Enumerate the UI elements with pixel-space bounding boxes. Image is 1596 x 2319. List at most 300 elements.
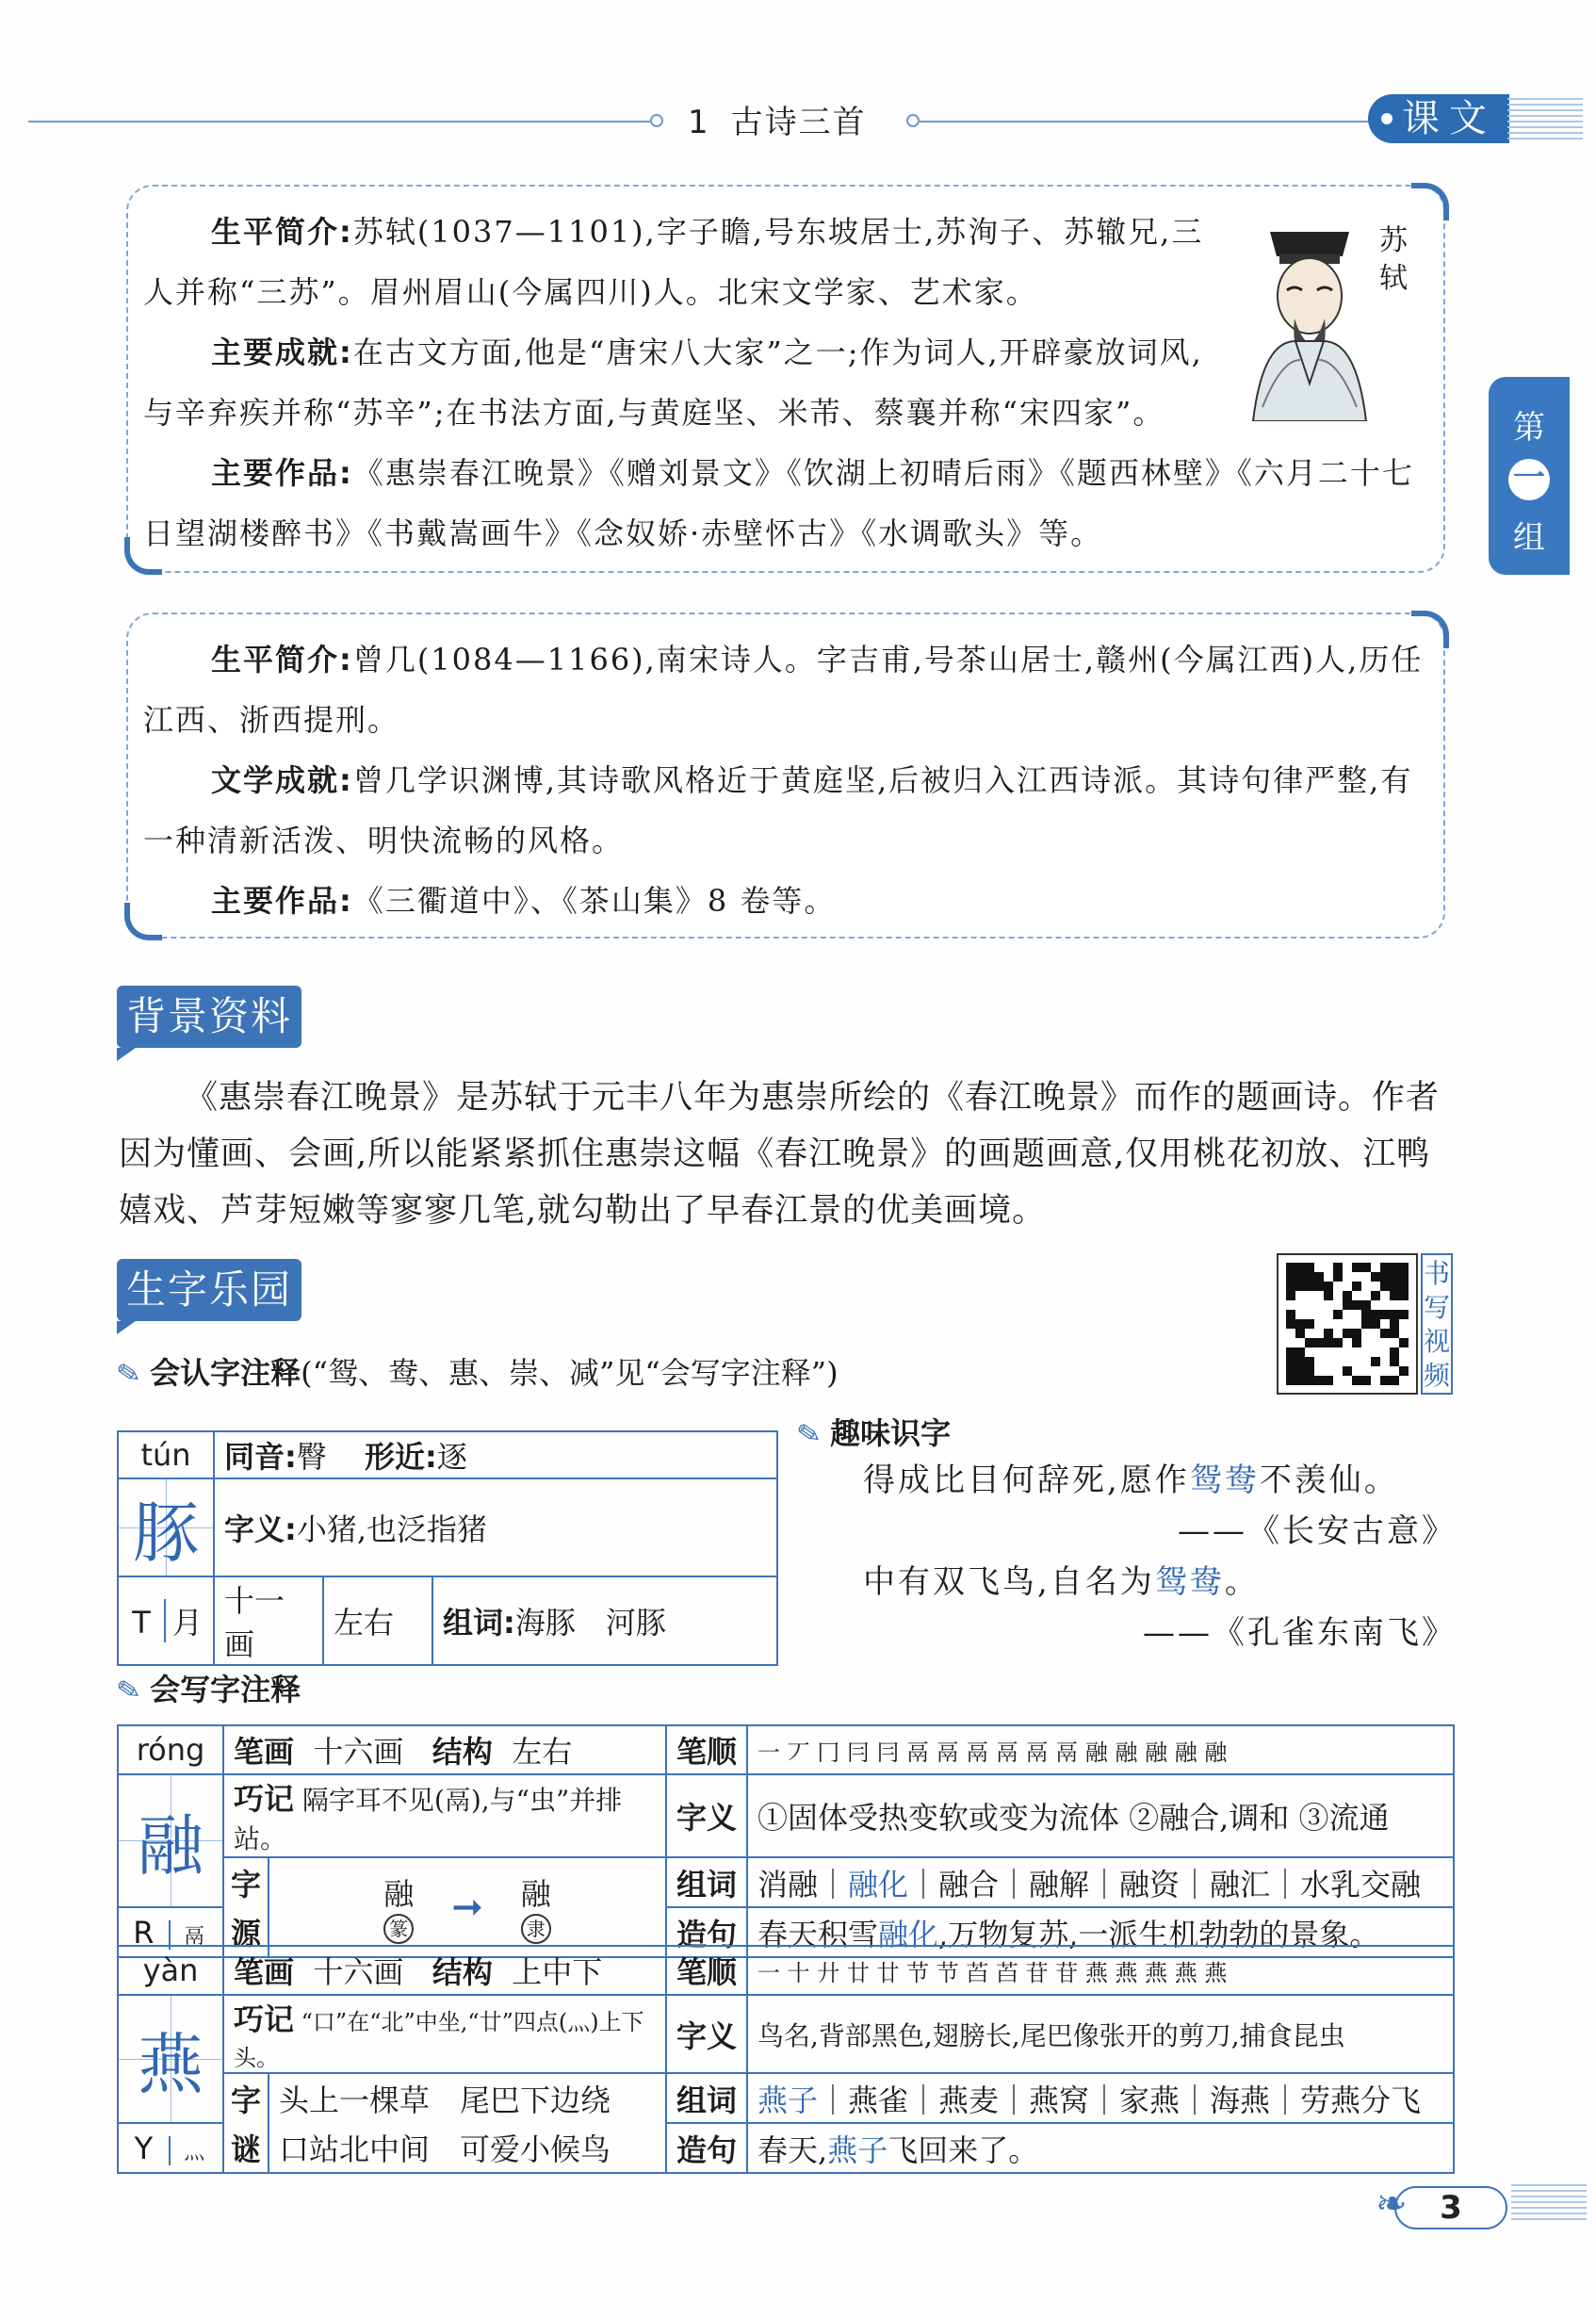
tun-structure: 左右	[323, 1576, 432, 1665]
qr-module	[1314, 1272, 1324, 1282]
radical: 鬲	[169, 1920, 219, 1950]
pencil-icon: ✎	[114, 1356, 143, 1393]
qr-module	[1324, 1272, 1333, 1282]
qr-module	[1295, 1282, 1305, 1291]
achievement-text: 曾几学识渊博,其诗歌风格近于黄庭坚,后被归入江西诗派。其诗句律严整,有一种清新活泼、明快流畅的风格。	[143, 762, 1413, 858]
qr-module	[1371, 1329, 1380, 1338]
qr-module	[1333, 1329, 1343, 1338]
qr-module	[1286, 1319, 1295, 1329]
recognize-title-text: 会认字注释	[150, 1355, 301, 1391]
qr-module	[1390, 1291, 1399, 1300]
strokes-label: 笔画	[234, 1734, 295, 1770]
qr-module	[1324, 1376, 1333, 1385]
qr-module	[1390, 1272, 1399, 1282]
qr-module	[1314, 1347, 1324, 1357]
index-letter: R	[133, 1914, 155, 1951]
strokes: 十六画	[313, 1954, 404, 1990]
zeng-ji-achievement	[143, 750, 1434, 871]
qr-module	[1399, 1300, 1409, 1310]
qr-module	[1371, 1300, 1380, 1310]
qr-module	[1324, 1338, 1333, 1347]
qr-module	[1399, 1366, 1409, 1376]
qr-module	[1361, 1282, 1371, 1291]
background-heading: 背景资料	[117, 986, 301, 1048]
structure: 上中下	[512, 1954, 603, 1990]
qr-module	[1352, 1376, 1361, 1385]
sentence-label: 造句	[666, 2123, 747, 2173]
origin-label-1: 字	[230, 1867, 261, 1903]
qr-module	[1295, 1347, 1305, 1357]
qr-module	[1390, 1282, 1399, 1291]
qr-module	[1390, 1329, 1399, 1338]
qr-module	[1295, 1310, 1305, 1319]
qr-module	[1380, 1263, 1390, 1272]
structure: 左右	[512, 1734, 573, 1770]
header-rule-right	[920, 121, 1372, 122]
words-label: 组词	[666, 2073, 747, 2123]
qr-module	[1314, 1376, 1324, 1385]
qr-module	[1314, 1310, 1324, 1319]
qr-module	[1305, 1376, 1314, 1385]
sentence-highlight: 燕子	[827, 2131, 888, 2168]
poem-line-1	[863, 1455, 1399, 1506]
portrait-name: 苏轼	[1379, 224, 1408, 295]
tun-sound-row	[214, 1431, 777, 1478]
qr-module	[1305, 1329, 1314, 1338]
qr-module	[1380, 1347, 1390, 1357]
qr-module	[1399, 1347, 1409, 1357]
qr-module	[1371, 1319, 1380, 1329]
qr-module	[1314, 1300, 1324, 1310]
qr-module	[1314, 1338, 1324, 1347]
rong-pinyin: róng	[118, 1725, 223, 1774]
qr-module	[1361, 1263, 1371, 1272]
qr-module	[1371, 1366, 1380, 1376]
qr-module	[1295, 1338, 1305, 1347]
qr-module	[1286, 1376, 1295, 1385]
yan-pinyin: yàn	[118, 1946, 223, 1995]
qr-module	[1343, 1263, 1352, 1272]
same-sound: 臀	[296, 1439, 327, 1475]
words-a: 消融｜	[757, 1866, 849, 1903]
qr-module	[1390, 1263, 1399, 1272]
qr-module	[1371, 1338, 1380, 1347]
footer-stripes	[1511, 2184, 1587, 2222]
zeng-ji-works	[143, 871, 1434, 931]
qr-module	[1295, 1329, 1305, 1338]
yan-stroke-order: 一 十 廾 廿 廿 节 节 苩 苩 苷 苷 燕 燕 燕 燕 燕	[747, 1946, 1454, 1995]
sentence-b: ,万物复苏,一派生机勃勃的景象。	[938, 1916, 1380, 1952]
qr-module	[1352, 1300, 1361, 1310]
qr-module	[1324, 1291, 1333, 1300]
tun-words-row	[432, 1576, 777, 1665]
arrow-icon: ➞	[451, 1886, 483, 1929]
qr-module	[1361, 1347, 1371, 1357]
qr-module	[1333, 1282, 1343, 1291]
life-label: 生平简介:	[211, 214, 353, 250]
su-shi-life	[143, 202, 1227, 322]
qr-module	[1324, 1329, 1333, 1338]
unit-side-tab	[1489, 377, 1570, 575]
qr-module	[1333, 1310, 1343, 1319]
lesson-number: 1	[688, 104, 710, 141]
qr-module	[1371, 1347, 1380, 1357]
qr-module	[1333, 1376, 1343, 1385]
qr-module	[1352, 1291, 1361, 1300]
life-text: 苏轼(1037—1101),字子瞻,号东坡居士,苏洵子、苏辙兄,三人并称“三苏”。眉州眉山(今属四川)人。北宋文学家、艺术家。	[143, 214, 1204, 310]
side-tab-zu: 组	[1513, 519, 1545, 557]
qr-module	[1352, 1366, 1361, 1376]
section-badge: 课文	[1368, 94, 1509, 143]
words: 海豚 河豚	[514, 1605, 666, 1641]
structure-label: 结构	[432, 1954, 493, 1990]
qr-module	[1305, 1300, 1314, 1310]
qr-module	[1324, 1263, 1333, 1272]
lesson-name: 古诗三首	[730, 104, 867, 141]
qr-module	[1352, 1338, 1361, 1347]
yan-tip-row	[223, 1995, 666, 2073]
qr-module	[1343, 1329, 1352, 1338]
background-text: 《惠崇春江晚景》是苏轼于元丰八年为惠崇所绘的《春江晚景》而作的题画诗。作者因为懂画、会画,所以能紧紧抓住惠崇这幅《春江晚景》的画题画意,仅用桃花初放、江鸭嬉戏、芦芽短嫩等寥寥几笔,就勾勒出了早春江景的优美画境。	[119, 1079, 1441, 1230]
poem1-b: 不羡仙。	[1259, 1462, 1399, 1499]
works-text: 《惠崇春江晚景》《赠刘景文》《饮湖上初晴后雨》《题西林壁》《六月二十七日望湖楼醉书》《书戴嵩画牛》《念奴娇·赤壁怀古》《水调歌头》等。	[143, 455, 1414, 551]
life-label: 生平简介:	[211, 642, 353, 678]
qr-module	[1361, 1300, 1371, 1310]
fun-title-text: 趣味识字	[830, 1415, 952, 1451]
qr-module	[1295, 1263, 1305, 1272]
poem-source-1: ——《长安古意》	[1178, 1512, 1457, 1550]
works-label: 主要作品:	[211, 883, 353, 919]
qr-label-text: 书写视频	[1423, 1258, 1450, 1391]
tun-strokes: 十一画	[214, 1576, 323, 1665]
qr-module	[1343, 1366, 1352, 1376]
qr-code[interactable]	[1277, 1253, 1418, 1395]
qr-module	[1380, 1291, 1390, 1300]
sentence-highlight: 融化	[878, 1916, 939, 1952]
pencil-icon: ✎	[114, 1673, 143, 1709]
qr-module	[1390, 1310, 1399, 1319]
qr-module	[1343, 1357, 1352, 1366]
poem1-a: 得成比目何辞死,愿作	[863, 1462, 1190, 1499]
qr-module	[1390, 1357, 1399, 1366]
words-b: ｜燕雀｜燕麦｜燕窝｜家燕｜海燕｜劳燕分飞	[818, 2082, 1422, 2118]
works-text: 《三衢道中》、《茶山集》8 卷等。	[352, 883, 837, 919]
tip-label: 巧记	[234, 1781, 295, 1817]
qr-module	[1361, 1338, 1371, 1347]
qr-module	[1314, 1329, 1324, 1338]
riddle-line-2: 口站北中间 可爱小候鸟	[279, 2131, 611, 2167]
seal-script-char: 融	[383, 1876, 415, 1912]
qr-module	[1380, 1282, 1390, 1291]
qr-module	[1305, 1319, 1314, 1329]
tun-character: 豚	[118, 1478, 214, 1576]
qr-module	[1399, 1357, 1409, 1366]
qr-module	[1305, 1338, 1314, 1347]
qr-module	[1286, 1347, 1295, 1357]
qr-module	[1390, 1338, 1399, 1347]
page-number: 3	[1394, 2186, 1507, 2229]
qr-module	[1286, 1329, 1295, 1338]
achievement-label: 主要成就:	[211, 335, 353, 370]
qr-module	[1333, 1291, 1343, 1300]
qr-module	[1380, 1329, 1390, 1338]
qr-module	[1343, 1291, 1352, 1300]
sentence-b: 飞回来了。	[888, 2131, 1039, 2168]
qr-module	[1343, 1282, 1352, 1291]
header-dot-right	[906, 114, 920, 127]
tip: 隔字耳不见(鬲),与“虫”并排站。	[234, 1785, 623, 1854]
rong-words	[747, 1857, 1454, 1907]
qr-module	[1352, 1263, 1361, 1272]
qr-module	[1286, 1338, 1295, 1347]
achievement-text: 在古文方面,他是“唐宋八大家”之一;作为词人,开辟豪放词风,与辛弃疾并称“苏辛”;在书法方面,与黄庭坚、米芾、蔡襄并称“宋四家”。	[143, 335, 1203, 431]
qr-module	[1305, 1291, 1314, 1300]
qr-module	[1380, 1310, 1390, 1319]
qr-module	[1295, 1272, 1305, 1282]
qr-module	[1305, 1310, 1314, 1319]
qr-module	[1333, 1319, 1343, 1329]
words-highlight: 燕子	[757, 2082, 819, 2118]
qr-module	[1361, 1310, 1371, 1319]
meaning: 小猪,也泛指猪	[296, 1511, 487, 1547]
order-label: 笔顺	[666, 1725, 747, 1774]
sentence-label: 造句	[666, 1907, 747, 1957]
qr-module	[1286, 1357, 1295, 1366]
poem-source-2: ——《孔雀东南飞》	[1143, 1614, 1457, 1652]
qr-module	[1399, 1272, 1409, 1282]
riddle-line-1: 头上一棵草 尾巴下边绕	[279, 2082, 611, 2118]
qr-module	[1371, 1263, 1380, 1272]
qr-module	[1399, 1329, 1409, 1338]
write-title-text: 会写字注释	[150, 1672, 301, 1707]
qr-module	[1286, 1300, 1295, 1310]
rong-meaning: ①固体受热变软或变为流体 ②融合,调和 ③流通	[747, 1774, 1454, 1857]
qr-module	[1324, 1319, 1333, 1329]
qr-module	[1314, 1357, 1324, 1366]
qr-module	[1314, 1263, 1324, 1272]
qr-module	[1324, 1347, 1333, 1357]
riddle-label-1: 字	[230, 2082, 261, 2118]
qr-module	[1352, 1272, 1361, 1282]
su-shi-achievement	[143, 322, 1227, 443]
qr-module	[1333, 1357, 1343, 1366]
qr-module	[1380, 1376, 1390, 1385]
qr-module	[1361, 1291, 1371, 1300]
chars-heading: 生字乐园	[117, 1259, 301, 1321]
qr-module	[1286, 1310, 1295, 1319]
poem2-b: 。	[1224, 1563, 1260, 1601]
sentence-a: 春天,	[757, 2131, 828, 2168]
qr-module	[1286, 1263, 1295, 1272]
rong-character: 融	[118, 1774, 223, 1907]
qr-module	[1361, 1329, 1371, 1338]
qr-module	[1314, 1291, 1324, 1300]
qr-module	[1380, 1357, 1390, 1366]
order-label: 笔顺	[666, 1946, 747, 1995]
tip: “口”在“北”中坐,“廿”四点(灬)上下头。	[234, 2009, 644, 2071]
similar: 逐	[436, 1439, 467, 1475]
yan-sentence	[747, 2123, 1454, 2173]
qr-module	[1324, 1300, 1333, 1310]
qr-module	[1380, 1366, 1390, 1376]
qr-module	[1390, 1300, 1399, 1310]
tun-meaning-row	[214, 1478, 777, 1576]
tip-label: 巧记	[234, 2001, 295, 2037]
poem-line-2	[863, 1557, 1260, 1608]
qr-module	[1361, 1319, 1371, 1329]
yan-character: 燕	[118, 1995, 223, 2123]
qr-module	[1305, 1366, 1314, 1376]
words-highlight: 融化	[848, 1866, 909, 1903]
qr-module	[1399, 1376, 1409, 1385]
qr-module	[1380, 1338, 1390, 1347]
qr-module	[1333, 1300, 1343, 1310]
qr-module	[1352, 1357, 1361, 1366]
qr-module	[1343, 1376, 1352, 1385]
qr-module	[1352, 1347, 1361, 1357]
qr-module	[1333, 1347, 1343, 1357]
qr-module	[1343, 1300, 1352, 1310]
qr-module	[1314, 1366, 1324, 1376]
qr-module	[1352, 1310, 1361, 1319]
qr-module	[1286, 1366, 1295, 1376]
recognize-title	[114, 1349, 839, 1393]
poem1-highlight: 鸳鸯	[1189, 1462, 1260, 1499]
clerical-script-char: 融	[520, 1876, 551, 1912]
yan-char-table	[117, 1945, 1455, 2174]
radical: 灬	[169, 2136, 219, 2165]
clerical-tag: 隶	[521, 1914, 551, 1944]
qr-module	[1286, 1282, 1295, 1291]
qr-module	[1333, 1366, 1343, 1376]
qr-module	[1371, 1376, 1380, 1385]
qr-module	[1371, 1291, 1380, 1300]
qr-module	[1371, 1357, 1380, 1366]
qr-module	[1371, 1310, 1380, 1319]
leaf-icon: ❧	[1376, 2182, 1408, 2226]
qr-module	[1305, 1357, 1314, 1366]
similar-label: 形近:	[365, 1439, 437, 1475]
qr-module	[1390, 1347, 1399, 1357]
yan-meaning: 鸟名,背部黑色,翅膀长,尾巴像张开的剪刀,捕食昆虫	[747, 1995, 1454, 2073]
qr-module	[1286, 1291, 1295, 1300]
strokes-label: 笔画	[234, 1954, 295, 1990]
qr-module	[1380, 1272, 1390, 1282]
qr-module	[1295, 1300, 1305, 1310]
qr-module	[1380, 1319, 1390, 1329]
header-rule-left	[28, 121, 650, 122]
qr-module	[1371, 1282, 1380, 1291]
qr-module	[1324, 1357, 1333, 1366]
recognize-note: (“鸳、鸯、惠、崇、减”见“会写字注释”)	[301, 1355, 839, 1391]
side-tab-yi: 一	[1508, 459, 1550, 500]
meaning-label: 字义	[666, 1995, 747, 2073]
qr-module	[1343, 1319, 1352, 1329]
qr-module	[1305, 1282, 1314, 1291]
index-letter: T	[132, 1605, 151, 1641]
zeng-ji-life	[143, 629, 1434, 750]
qr-module	[1352, 1329, 1361, 1338]
header-dot-left	[650, 114, 663, 127]
qr-module	[1295, 1291, 1305, 1300]
rong-tip-row	[223, 1774, 666, 1857]
qr-module	[1305, 1347, 1314, 1357]
qr-module	[1324, 1366, 1333, 1376]
qr-module	[1361, 1357, 1371, 1366]
rong-origin	[223, 1857, 666, 1957]
riddle-label-2: 谜	[230, 2131, 261, 2167]
lesson-title	[688, 96, 867, 142]
qr-module	[1333, 1263, 1343, 1272]
sentence-a: 春天积雪	[757, 1916, 879, 1952]
qr-module	[1305, 1263, 1314, 1272]
tun-index	[118, 1576, 214, 1665]
qr-module	[1295, 1366, 1305, 1376]
qr-module	[1399, 1263, 1409, 1272]
qr-module	[1295, 1357, 1305, 1366]
qr-module	[1390, 1376, 1399, 1385]
tun-pinyin: tún	[118, 1431, 214, 1478]
qr-label	[1421, 1253, 1453, 1395]
pencil-icon: ✎	[794, 1416, 823, 1453]
meaning-label: 字义	[666, 1774, 747, 1857]
tun-char-table	[117, 1430, 778, 1666]
qr-module	[1333, 1272, 1343, 1282]
radical: 月	[164, 1599, 209, 1642]
qr-module	[1314, 1319, 1324, 1329]
side-tab-di: 第	[1513, 409, 1545, 447]
qr-module	[1352, 1282, 1361, 1291]
qr-module	[1295, 1319, 1305, 1329]
index-letter: Y	[134, 2130, 154, 2166]
qr-module	[1361, 1366, 1371, 1376]
qr-module	[1343, 1347, 1352, 1357]
words-b: ｜融合｜融解｜融资｜融汇｜水乳交融	[908, 1866, 1422, 1903]
rong-char-table	[117, 1724, 1455, 1958]
qr-module	[1286, 1272, 1295, 1282]
origin-label-2: 源	[230, 1916, 261, 1952]
qr-module	[1390, 1366, 1399, 1376]
poem2-highlight: 鸳鸯	[1154, 1563, 1225, 1601]
qr-module	[1314, 1282, 1324, 1291]
qr-module	[1305, 1272, 1314, 1282]
works-label: 主要作品:	[211, 455, 353, 491]
su-shi-portrait	[1225, 219, 1394, 421]
life-text: 曾几(1084—1166),南宋诗人。字吉甫,号茶山居士,赣州(今属江西)人,历任江西、浙西提刑。	[143, 642, 1424, 738]
qr-module	[1399, 1310, 1409, 1319]
rong-stroke-order: 一 丆 冂 冃 冃 鬲 鬲 鬲 鬲 鬲 鬲 融 融 融 融 融	[747, 1725, 1454, 1774]
words-label: 组词	[666, 1857, 747, 1907]
achievement-label: 文学成就:	[211, 762, 353, 798]
qr-module	[1352, 1319, 1361, 1329]
qr-module	[1380, 1300, 1390, 1310]
qr-module	[1399, 1319, 1409, 1329]
yan-strokes-row	[223, 1946, 666, 1995]
structure-label: 结构	[432, 1734, 493, 1770]
rong-strokes-row	[223, 1725, 666, 1774]
qr-module	[1399, 1291, 1409, 1300]
same-sound-label: 同音:	[224, 1439, 297, 1475]
su-shi-works	[143, 443, 1434, 563]
yan-words	[747, 2073, 1454, 2123]
yan-index	[118, 2123, 223, 2173]
qr-module	[1399, 1338, 1409, 1347]
yan-riddle	[223, 2073, 666, 2173]
fun-title	[794, 1410, 952, 1453]
qr-module	[1333, 1338, 1343, 1347]
qr-module	[1399, 1282, 1409, 1291]
qr-module	[1343, 1338, 1352, 1347]
